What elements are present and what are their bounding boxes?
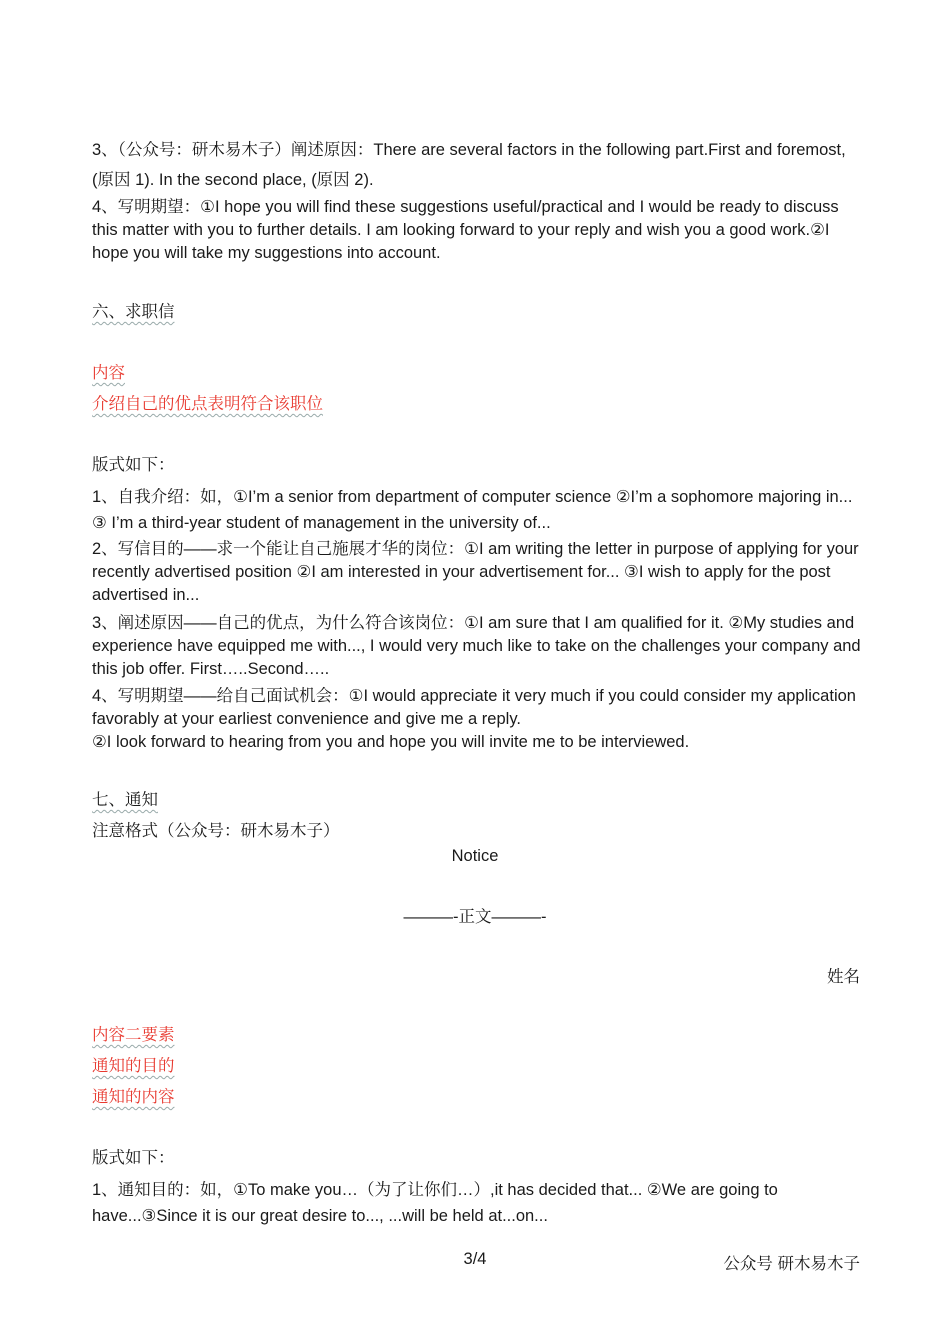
page-number: 3/4 [463, 1250, 487, 1268]
section6-content-text: 介绍自己的优点表明符合该职位 [92, 395, 323, 413]
section7-format-label: 版式如下： [92, 1149, 175, 1167]
footer-brand: 公众号 研木易木子 [723, 1255, 860, 1273]
section7-note: 注意格式（公众号：研木易木子） [92, 822, 340, 840]
section7-elements-label: 内容二要素 [92, 1026, 175, 1044]
section7-item1: 1、通知目的：如，①To make you…（为了让你们…）,it has decided that... ②We are going to have...③Since it is our great desire to..., ...will be held at...on... [92, 1181, 778, 1225]
section6-item3: 3、阐述原因——自己的优点，为什么符合该岗位：①I am sure that I am qualified for it. ②My studies and experience have equipped me with..., I would very much like to take on the challenges your company and this job offer. First…..Second….. [92, 614, 861, 678]
section6-item1: 1、自我介绍：如，①I’m a senior from department of computer science ②I’m a sophomore majoring in... ③ I’m a third-year student of management in the university of... [92, 488, 853, 532]
section7-heading: 七、通知 [92, 791, 158, 809]
section6-item4-cont: ②I look forward to hearing from you and hope you will invite me to be interviewed. [92, 733, 690, 751]
section7-element1: 通知的目的 [92, 1057, 175, 1075]
section6-item4: 4、写明期望——给自己面试机会：①I would appreciate it very much if you could consider my application favorably at your earliest convenience and give me a reply. [92, 687, 856, 728]
section6-content-label: 内容 [92, 364, 125, 382]
section5-item3: 3、（公众号：研木易木子）阐述原因：There are several factors in the following part.First and foremost, (原因 1). In the second place, (原因 2). [92, 141, 846, 189]
signature: 姓名 [827, 968, 860, 986]
notice-title: Notice [451, 847, 499, 865]
section6-item2: 2、写信目的——求一个能让自己施展才华的岗位：①I am writing the letter in purpose of applying for your recently advertised position ②I am interested in your advertisement for... ③I wish to apply for the post advertised in... [92, 540, 859, 604]
section6-heading: 六、求职信 [92, 303, 175, 321]
section6-format-label: 版式如下： [92, 456, 175, 474]
body-marker: ———-正文———- [403, 908, 547, 926]
section7-element2: 通知的内容 [92, 1088, 175, 1106]
section5-item4: 4、写明期望：①I hope you will find these suggestions useful/practical and I would be ready to discuss this matter with you to further details. I am looking forward to your reply and wish you a good work.②I hope you will take my suggestions into account. [92, 198, 839, 262]
